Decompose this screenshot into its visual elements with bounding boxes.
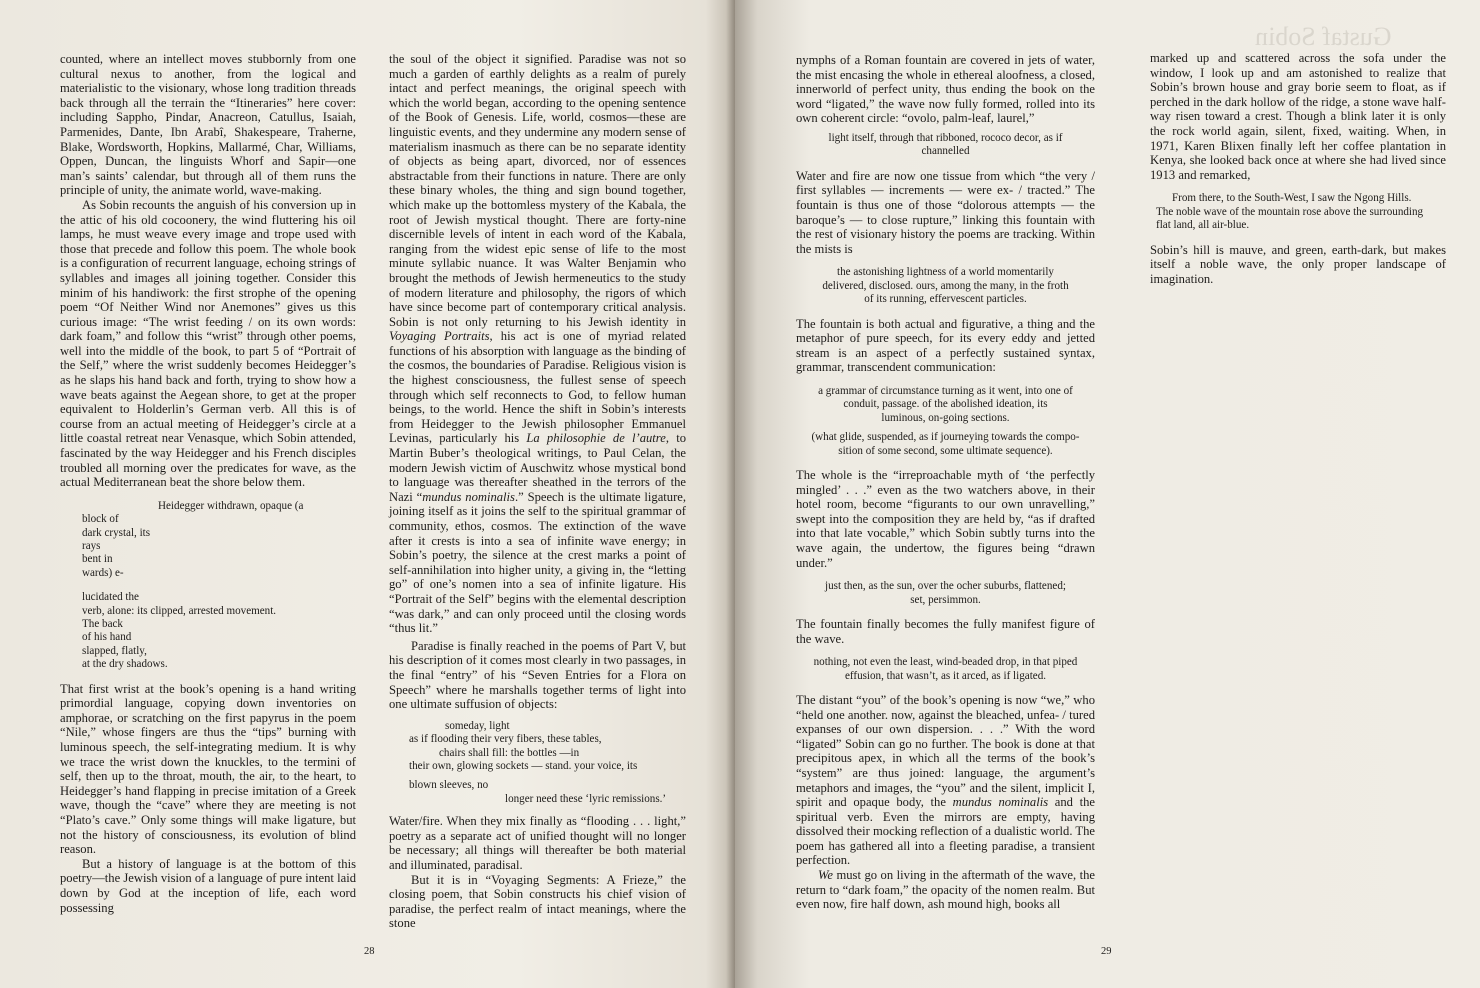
- poem-line: at the dry shadows.: [82, 658, 168, 671]
- paragraph: The whole is the “irreproachable myth of ‘the perfectly mingled’ . . .” even as the two watchers above, in their hotel room, become “figurants to our own unravelling,” swept into the composition they are held by, “as if drafted into that late vocable,” which Sobin subtly turns into the wave again, the undertow, the figures being “drawn under.”: [796, 467, 1095, 570]
- poem-quote: [796, 132, 1095, 159]
- poem-line: their own, glowing sockets — stand. your voice, its: [409, 759, 638, 772]
- poem-line: The back: [82, 618, 123, 631]
- poem-line: the astonishing lightness of a world momentarily: [837, 266, 1054, 279]
- poem-line: set, persimmon.: [910, 593, 981, 606]
- paragraph: Paradise is finally reached in the poems of Part V, but his description of it comes most clearly in two passages, in the final “entry” of his “Seven Entries for a Flora on Speech” where he marshalls together terms of light into one ultimate suffusion of objects:: [389, 638, 686, 712]
- poem-quote: [796, 656, 1095, 683]
- book-title: La philosophie de l’autre: [526, 431, 666, 446]
- right-column-2: [1150, 51, 1446, 286]
- paragraph: But a history of language is at the bottom of this poetry—the Jewish vision of a language of pure intent laid down by God at the inception of life, each word possessing: [60, 856, 356, 915]
- poem-line: conduit, passage. of the abolished ideation, its: [843, 398, 1048, 411]
- poem-line: wards) e-: [82, 566, 124, 579]
- book-title: Voyaging Portraits: [389, 329, 490, 344]
- paragraph: The fountain is both actual and figurative, a thing and the metaphor of pure speech, for its every eddy and jetted stream is an aspect of a perfectly sustained syntax, grammar, transcendent communication:: [796, 316, 1095, 375]
- paragraph: The fountain finally becomes the fully manifest figure of the wave.: [796, 616, 1095, 646]
- poem-line: as if flooding their very fibers, these tables,: [409, 733, 602, 746]
- poem-line: dark crystal, its: [82, 526, 151, 539]
- poem-line: effusion, that wasn’t, as it arced, as if ligated.: [844, 669, 1047, 682]
- paragraph: Sobin’s hill is mauve, and green, earth-dark, but makes itself a noble wave, the only proper landscape of imagination.: [1150, 242, 1446, 286]
- quote-line: The noble wave of the mountain rose above the surrounding: [1156, 205, 1424, 218]
- poem-line: of its running, effervescent particles.: [864, 293, 1027, 306]
- poem-line: nothing, not even the least, wind-beaded drop, in that piped: [813, 656, 1078, 669]
- paragraph: nymphs of a Roman fountain are covered in jets of water, the mist encasing the whole in ethereal aloofness, a closed, innerworld of perfect unity, thus ending the book on the word “ligated,” the wave now fully formed, rolled into its own coherent circle: “ovolo, palm-leaf, laurel,”: [796, 53, 1095, 126]
- paragraph: But it is in “Voyaging Segments: A Frieze,” the closing poem, that Sobin constructs his chief vision of paradise, the perfect realm of intact meanings, where the stone: [389, 872, 686, 931]
- poem-quote: [796, 385, 1095, 425]
- poem-line: light itself, through that ribboned, rococo decor, as if: [828, 131, 1063, 144]
- poem-line: rays: [82, 540, 101, 553]
- blixen-quote: [1150, 192, 1446, 232]
- left-column-1: [60, 52, 356, 915]
- poem-line: slapped, flatly,: [82, 644, 147, 657]
- page-number: 29: [1101, 946, 1112, 957]
- paragraph: We must go on living in the aftermath of the wave, the return to “dark foam,” the opacity of the nomen realm. But even now, fire half down, ash mound high, books all: [796, 868, 1095, 912]
- quote-line: flat land, all air-blue.: [1156, 219, 1250, 232]
- page-number: 28: [364, 946, 375, 957]
- poem-line: lucidated the: [82, 591, 139, 604]
- poem-line: longer need these ‘lyric remissions.’: [505, 792, 667, 805]
- poem-line: blown sleeves, no: [409, 779, 489, 792]
- poem-line: a grammar of circumstance turning as it went, into one of: [818, 384, 1073, 397]
- paragraph: As Sobin recounts the anguish of his conversion up in the attic of his old cocoonery, the wind fluttering his oil lamps, he must weave every image and trope used with those that precede and follow this poem. The whole book is a configuration of recurrent language, echoing strings of syllables and images all joining together. Consider this minim of his handiwork: the first strophe of the opening poem “Of Neither Wind nor Anemones” gives us this curious image: “The wrist feeding / on its own words: dark foam,” and follow this “wrist” through other poems, well into the middle of the book, to part 5 of “Portrait of the Self,” where the wrist suddenly becomes Heidegger’s as he slaps his hand back and forth, trying to show how a wave beats against the Aegean shore, to get at the proper equivalent to Holderlin’s German verb. All this is of course from an actual meeting of Heidegger’s circle at a little coastal retreat near Venasque, which Sobin attended, fascinated by the way Heidegger and his French disciples troubled all morning over the predicates for wave, as the actual Mediterranean beat the shore below them.: [60, 197, 356, 490]
- poem-quote: [796, 266, 1095, 306]
- poem-quote: [796, 580, 1095, 607]
- poem-line: chairs shall fill: the bottles —in: [439, 746, 580, 759]
- right-page: [735, 0, 1480, 988]
- poem-line: (what glide, suspended, as if journeying towards the compo-: [811, 431, 1080, 444]
- paragraph: Water and fire are now one tissue from which “the very / first syllables — increments — were ex- / tracted.” The fountain is thus one of those “dolorous attempts — the baroque’s — to close rupture,” linking this fountain with the rest of visionary history the poems are tracking. Within the mists is: [796, 168, 1095, 256]
- poem-line: sition of some second, some ultimate sequence).: [838, 444, 1053, 457]
- poem-line: someday, light: [445, 719, 510, 732]
- poem-line: luminous, on-going sections.: [881, 411, 1010, 424]
- paragraph: That first wrist at the book’s opening is a hand writing primordial language, copying down inventories on amphorae, or scratching on the first papyrus in the poem “Nile,” whose fingers are thus the “tips” burning with luminous speech, the self-integrating medium. It is why we trace the wrist down the knuckles, to the termini of self, then up to the throat, mouth, the air, to the heart, to Heidegger’s hand flapping in precise imitation of a Greek wave, though the “cave” where they are meeting is not “Plato’s cave.” Only some things will make ligature, but not the history of consciousness, its evolution of blind reason.: [60, 681, 356, 857]
- paragraph: marked up and scattered across the sofa under the window, I look up and am astonished to realize that Sobin’s brown house and gray borie seem to float, as if perched in the dark hollow of the ridge, a stone wave half-way risen toward a crest. Though a blink later it is only the rock world again, silent, fixed, waiting. When, in 1971, Karen Blixen finally left her coffee plantation in Kenya, she looked back once at where she had lived since 1913 and remarked,: [1150, 51, 1446, 182]
- paragraph: The distant “you” of the book’s opening is now “we,” who “held one another. now, against the bleached, unfea- / tured expanses of our own dispersion. . . .” With the word “ligated” Sobin can go no further. The book is done at that precipitous apex, in which all the terms of the book’s “system” are thus joined: language, the argument’s metaphors and images, the “you” and the silent, implicit I, spirit and opaque body, the mundus nominalis and the spiritual verb. Even the mirrors are empty, having dissolved their mocking reflection of a dualistic world. The poem has gathered all into a fleeting paradise, a transient perfection.: [796, 692, 1096, 868]
- left-page: [0, 0, 735, 988]
- poem-line: delivered, disclosed. ours, among the many, in the froth: [822, 279, 1069, 292]
- paragraph: the soul of the object it signified. Paradise was not so much a garden of earthly delights as a realm of purely intact and perfect meanings, the original speech with which the world began, according to the opening sentence of the Book of Genesis. Life, world, cosmos—these are linguistic events, and they undermine any modern sense of materialism inasmuch as there can be no separate identity of objects as being apart, divorced, nor of essences abstractable from their functions in nature. There are only these binary wholes, the thing and sign bound together, which make up the bottomless mystery of the Kabala, the root of Jewish mystical thought. There are forty-nine discernible levels of intent in each word of the Kabala, ranging from the widest epic sense of life to the most minute syllabic nuance. It was Walter Benjamin who brought the methods of Jewish hermeneutics to the study of modern literature and philosophy, the rigors of which have since become part of contemporary critical analysis. Sobin is not only returning to his Jewish identity in Voyaging Portraits, his act is one of myriad related functions of his absorption with language as the binding of the cosmos, the boundaries of Paradise. Religious vision is the highest consciousness, the fullest sense of speech through which self reconnects to God, to fellow human beings, to the world. Hence the shift in Sobin’s interests from Heidegger to the Jewish philosopher Emmanuel Levinas, particularly his La philosophie de l’autre, to Martin Buber’s theological writings, to Paul Celan, the modern Jewish victim of Auschwitz whose mystical bond to language was thereafter sheathed in the terrors of the Nazi “mundus nominalis.” Speech is the ultimate ligature, joining itself as it joins the self to the spiritual grammar of community, ethos, cosmos. The extinction of the wave after it crests is into a sea of infinite wave energy; in Sobin’s poetry, the silence at the crest marks a point of self-annihilation into higher unity, a giving in, the “letting go” of one’s nomen into a sea of infinite ligature. His “Portrait of the Self” begins with the elemental description “was dark,” and can only proceed until the closing words “thus lit.”: [389, 52, 687, 636]
- paragraph: Water/fire. When they mix finally as “flooding . . . light,” poetry as a separate act of unified thought will no longer be necessary; all things will thereafter be both material and illuminated, paradisal.: [389, 814, 686, 872]
- latin-term: mundus nominalis: [422, 489, 515, 504]
- poem-line: bent in: [82, 553, 113, 566]
- poem-quote: [796, 431, 1095, 458]
- left-column-2: [389, 52, 686, 931]
- poem-line: of his hand: [82, 631, 132, 644]
- show-through-heading: Gustaf Sobin: [1255, 22, 1392, 51]
- poem-line: Heidegger withdrawn, opaque (a: [158, 499, 304, 512]
- poem-line: channelled: [921, 145, 970, 158]
- paragraph: counted, where an intellect moves stubbornly from one cultural nexus to another, from the logical and materialistic to the visionary, whose long tradition threads back through all the terrain the “Itineraries” here cover: including Sappho, Pindar, Anacreon, Catullus, Isaiah, Parmenides, Dante, Ibn Arabî, Shakespeare, Traherne, Blake, Wordsworth, Hopkins, Mallarmé, Char, Williams, Oppen, Duncan, the linguists Whorf and Sapir—one man’s saints’ calendar, but through all of them runs the principle of unity, the animate world, wave-making.: [60, 52, 356, 198]
- poem-quote-heidegger: [82, 500, 356, 672]
- right-column-1: [796, 53, 1095, 912]
- latin-term: mundus nominalis: [952, 795, 1049, 810]
- poem-quote-light: [409, 720, 686, 806]
- poem-line: just then, as the sun, over the ocher suburbs, flattened;: [825, 580, 1066, 593]
- poem-line: verb, alone: its clipped, arrested movement.: [82, 604, 277, 617]
- poem-line: block of: [82, 513, 119, 526]
- quote-line: From there, to the South-West, I saw the Ngong Hills.: [1172, 192, 1412, 205]
